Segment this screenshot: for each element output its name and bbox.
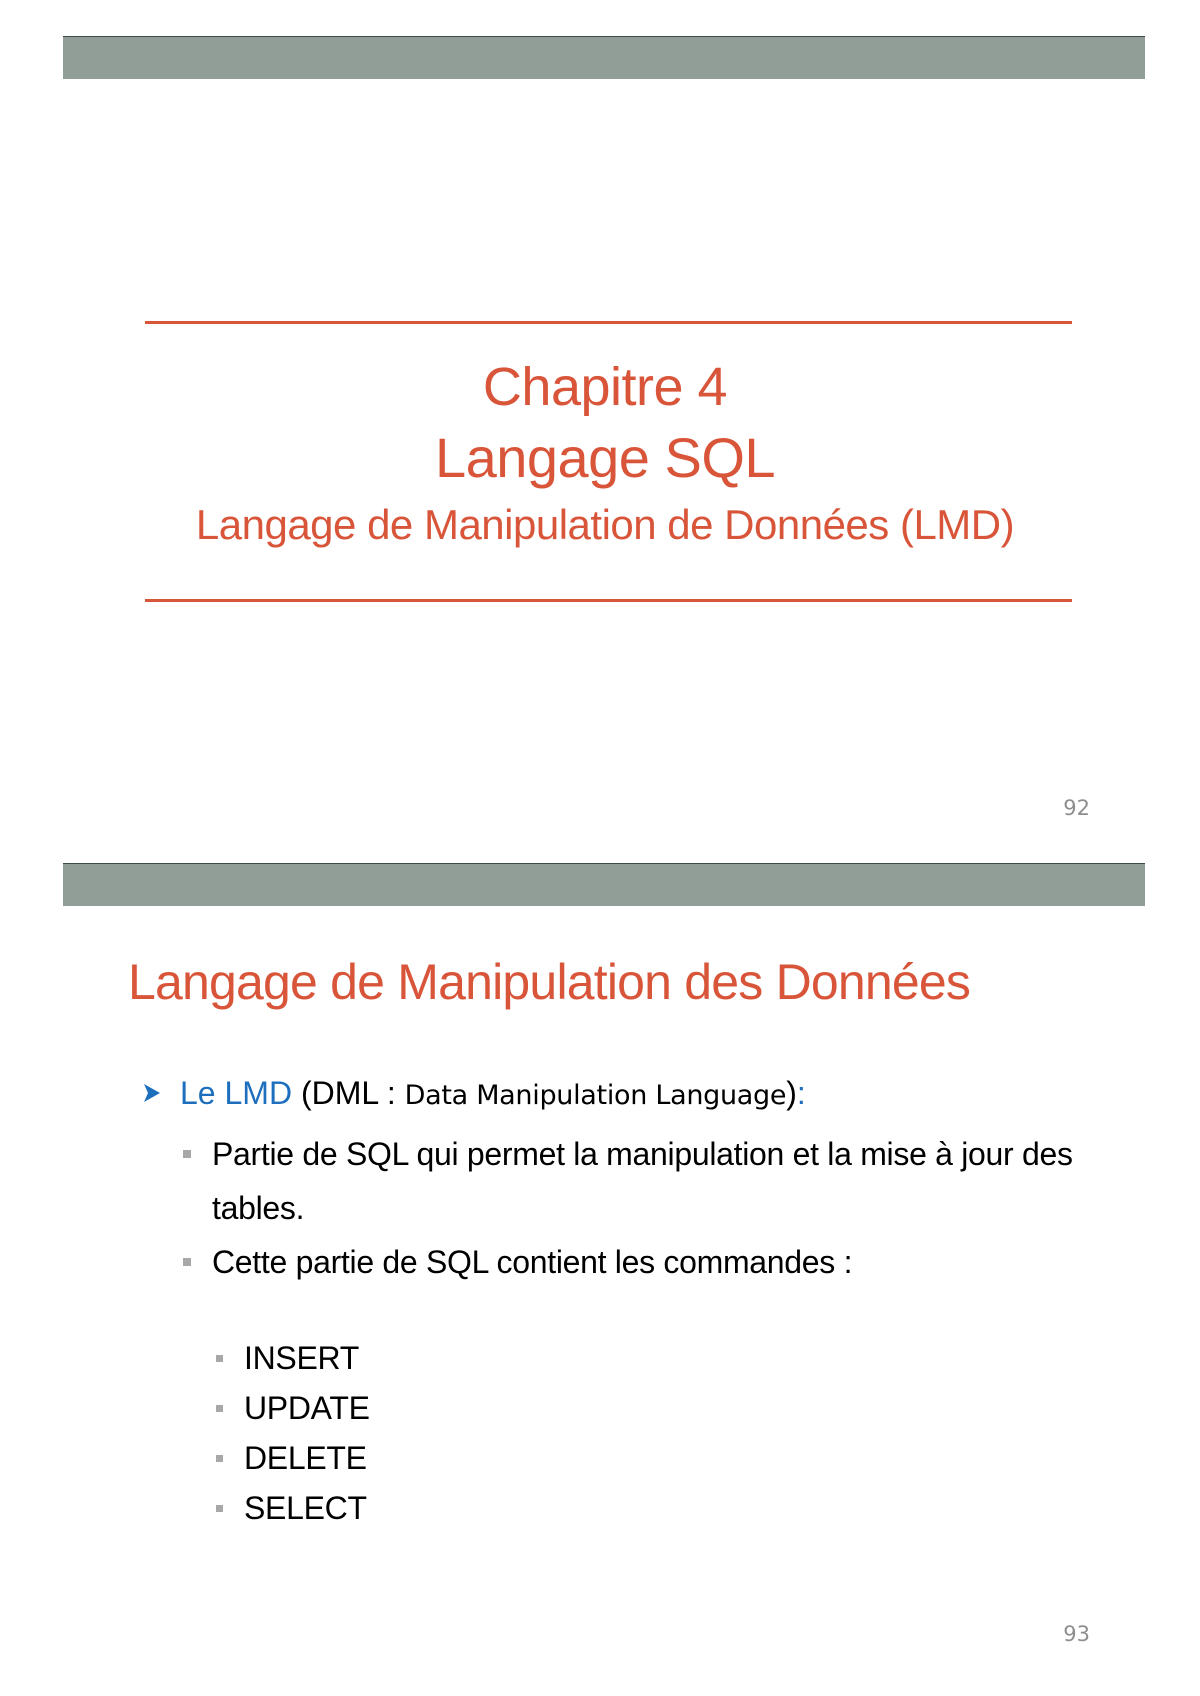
lmd-term: Le LMD [180, 1075, 293, 1111]
dml-colon: : [796, 1075, 806, 1111]
chapter-title: Chapitre 4 [482, 357, 728, 417]
dml-close: ) [786, 1075, 797, 1111]
sub-item: Cette partie de SQL contient les commandes : [212, 1244, 853, 1280]
small-square-bullet-icon [216, 1455, 223, 1462]
slide-header-bar [63, 36, 1145, 79]
chapter-subtitle: Langage de Manipulation de Données (LMD) [195, 501, 1015, 548]
slide-heading: Langage de Manipulation des Données [128, 954, 971, 1010]
square-bullet-icon [183, 1258, 191, 1266]
dml-open: (DML : [292, 1075, 405, 1111]
sub-item: Partie de SQL qui permet la manipulation et la mise à jour des tables. [212, 1136, 1073, 1226]
small-square-bullet-icon [216, 1355, 223, 1362]
title-rule-bottom [145, 599, 1072, 602]
page-number: 92 [1063, 796, 1090, 820]
command-item: DELETE [244, 1440, 367, 1476]
title-rule-top [145, 321, 1072, 324]
page-number: 93 [1063, 1622, 1090, 1646]
command-item: SELECT [244, 1490, 367, 1526]
small-square-bullet-icon [216, 1405, 223, 1412]
dml-definition: Data Manipulation Language [404, 1080, 787, 1111]
slide-lmd-overview [0, 848, 1200, 1696]
main-bullet [140, 1073, 806, 1116]
arrow-bullet-icon [140, 1073, 166, 1113]
small-square-bullet-icon [216, 1505, 223, 1512]
square-bullet-icon [183, 1150, 191, 1158]
chapter-title-block [60, 352, 1150, 556]
command-item: UPDATE [244, 1390, 370, 1426]
command-item: INSERT [244, 1340, 359, 1376]
slide-header-bar [63, 863, 1145, 906]
chapter-subject: Langage SQL [434, 426, 776, 489]
